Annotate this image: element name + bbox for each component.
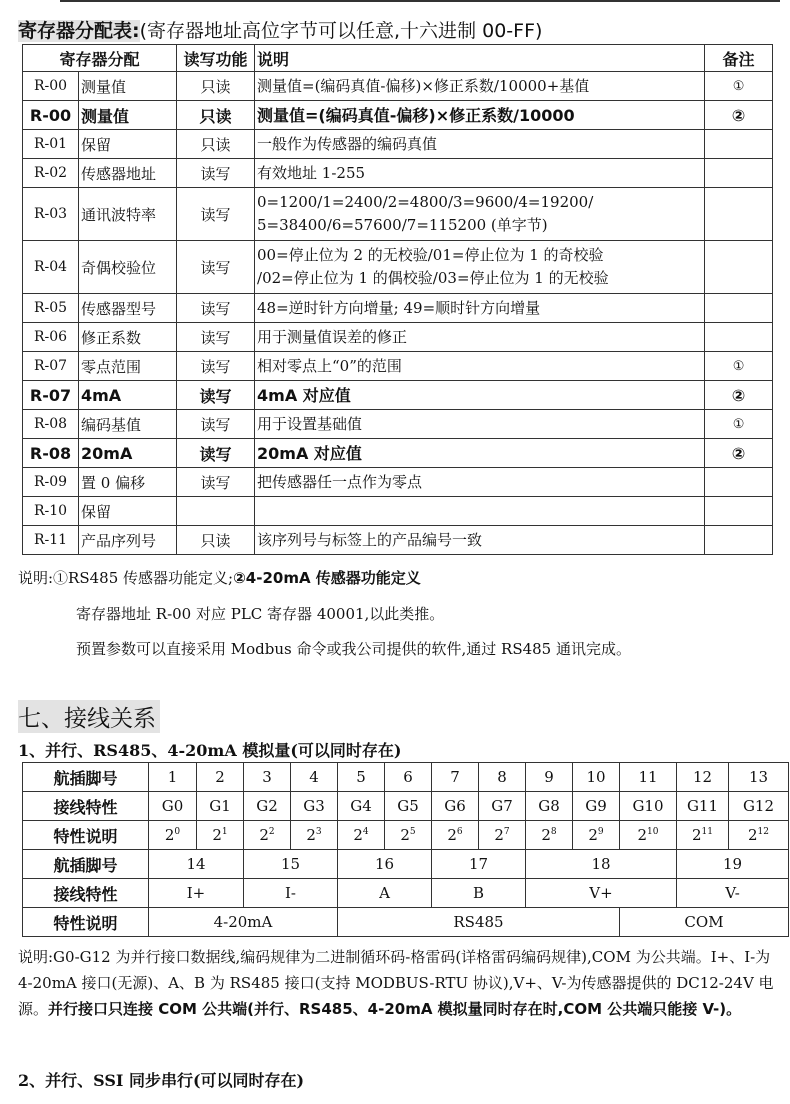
weight-exponent: 12 xyxy=(757,827,769,837)
register-desc-line: 00=停止位为 2 的无校验/01=停止位为 1 的奇校验 xyxy=(257,246,604,264)
register-desc xyxy=(255,497,705,526)
pin-signal: G10 xyxy=(620,792,677,821)
weight-exponent: 9 xyxy=(597,827,604,837)
register-desc xyxy=(255,130,705,159)
register-name: 置 0 偏移 xyxy=(79,468,177,497)
pin-signal: G3 xyxy=(291,792,338,821)
register-desc xyxy=(255,72,705,101)
register-desc-line: 48=逆时针方向增量; 49=顺时针方向增量 xyxy=(257,298,541,317)
register-desc-line: 把传感器任一点作为零点 xyxy=(257,472,423,491)
register-desc xyxy=(255,294,705,323)
weight-exponent: 2 xyxy=(268,827,275,837)
pin-signal: G12 xyxy=(729,792,789,821)
pin-signal: B xyxy=(432,879,526,908)
register-desc-line: 测量值=(编码真值-偏移)×修正系数/10000+基值 xyxy=(257,76,590,95)
pin-signal: V+ xyxy=(526,879,677,908)
weight-base: 2 xyxy=(306,826,316,844)
register-row xyxy=(23,72,773,101)
register-desc xyxy=(255,101,705,130)
register-rw: 读写 xyxy=(177,381,255,410)
register-note: ① xyxy=(705,410,773,439)
register-name: 测量值 xyxy=(79,101,177,130)
register-code: R-08 xyxy=(23,439,79,468)
register-row xyxy=(23,468,773,497)
weight-base: 2 xyxy=(541,826,551,844)
wiring-row-label: 接线特性 xyxy=(23,792,149,821)
register-note: ① xyxy=(705,352,773,381)
register-note: ② xyxy=(705,101,773,130)
register-rw: 读写 xyxy=(177,159,255,188)
title-bold: 寄存器分配表: xyxy=(18,20,140,42)
wiring-description xyxy=(18,944,778,1022)
pin-number: 1 xyxy=(149,763,197,792)
register-desc xyxy=(255,526,705,555)
wiring-description-bold: 并行接口只连接 COM 公共端(并行、RS485、4-20mA 模拟量同时存在时,COM 公共端只能接 V-)。 xyxy=(48,1000,742,1018)
pin-number: 7 xyxy=(432,763,479,792)
pin-number: 8 xyxy=(479,763,526,792)
register-note xyxy=(705,159,773,188)
register-desc-line: 4mA 对应值 xyxy=(257,385,351,405)
wiring-row-label: 航插脚号 xyxy=(23,850,149,879)
pin-signal: I- xyxy=(244,879,338,908)
header-rule xyxy=(60,0,780,2)
register-table xyxy=(22,44,773,555)
register-note: ② xyxy=(705,439,773,468)
pin-weight xyxy=(479,821,526,850)
wiring-row-label: 接线特性 xyxy=(23,879,149,908)
register-rw xyxy=(177,497,255,526)
register-desc xyxy=(255,323,705,352)
pin-number: 9 xyxy=(526,763,573,792)
register-desc-line: 一般作为传感器的编码真值 xyxy=(257,134,438,153)
register-name: 修正系数 xyxy=(79,323,177,352)
register-rw: 读写 xyxy=(177,410,255,439)
note-rs485: 说明:①RS485 传感器功能定义; xyxy=(18,569,234,587)
register-code: R-02 xyxy=(23,159,79,188)
pin-number: 18 xyxy=(526,850,677,879)
pin-weight xyxy=(573,821,620,850)
register-rw: 读写 xyxy=(177,294,255,323)
pin-signal: G1 xyxy=(197,792,244,821)
register-code: R-05 xyxy=(23,294,79,323)
register-code: R-10 xyxy=(23,497,79,526)
register-desc-line: 用于测量值误差的修正 xyxy=(257,327,408,346)
register-desc-line: 20mA 对应值 xyxy=(257,443,362,463)
weight-base: 2 xyxy=(447,826,457,844)
wiring-table xyxy=(22,762,789,937)
register-code: R-07 xyxy=(23,352,79,381)
register-rw: 读写 xyxy=(177,241,255,294)
pin-signal: G7 xyxy=(479,792,526,821)
register-rw: 读写 xyxy=(177,188,255,241)
register-row xyxy=(23,241,773,294)
pin-number: 17 xyxy=(432,850,526,879)
weight-base: 2 xyxy=(588,826,598,844)
weight-exponent: 3 xyxy=(315,827,322,837)
pin-weight xyxy=(244,821,291,850)
pin-number: 3 xyxy=(244,763,291,792)
pin-number: 10 xyxy=(573,763,620,792)
pin-number: 6 xyxy=(385,763,432,792)
col-register: 寄存器分配 xyxy=(23,45,177,72)
register-name: 产品序列号 xyxy=(79,526,177,555)
register-row xyxy=(23,159,773,188)
wiring-row-label: 特性说明 xyxy=(23,821,149,850)
register-name: 传感器地址 xyxy=(79,159,177,188)
register-desc xyxy=(255,381,705,410)
note-line-3: 预置参数可以直接采用 Modbus 命令或我公司提供的软件,通过 RS485 通讯完成。 xyxy=(76,640,631,658)
register-name: 零点范围 xyxy=(79,352,177,381)
register-desc-line: 用于设置基础值 xyxy=(257,414,363,433)
pin-number: 19 xyxy=(677,850,789,879)
register-code: R-07 xyxy=(23,381,79,410)
pin-signal: G5 xyxy=(385,792,432,821)
register-name: 传感器型号 xyxy=(79,294,177,323)
note-4-20ma: ②4-20mA 传感器功能定义 xyxy=(233,569,421,587)
register-desc-line: 该序列号与标签上的产品编号一致 xyxy=(257,530,483,549)
pin-weight xyxy=(432,821,479,850)
wiring-row-signals xyxy=(23,792,789,821)
weight-base: 2 xyxy=(353,826,363,844)
register-name: 保留 xyxy=(79,497,177,526)
register-note xyxy=(705,294,773,323)
register-row xyxy=(23,410,773,439)
register-code: R-08 xyxy=(23,410,79,439)
pin-weight xyxy=(338,821,385,850)
register-note xyxy=(705,323,773,352)
register-name: 保留 xyxy=(79,130,177,159)
register-name: 通讯波特率 xyxy=(79,188,177,241)
weight-exponent: 10 xyxy=(647,827,659,837)
col-note: 备注 xyxy=(705,45,773,72)
register-rw: 只读 xyxy=(177,72,255,101)
wiring-row-signals-2 xyxy=(23,879,789,908)
pin-weight xyxy=(197,821,244,850)
weight-base: 2 xyxy=(164,826,175,844)
subsection-1-title: 1、并行、RS485、4-20mA 模拟量(可以同时存在) xyxy=(18,741,402,760)
pin-weight xyxy=(149,821,197,850)
register-table-header xyxy=(23,45,773,72)
weight-base: 2 xyxy=(400,826,410,844)
pin-number: 15 xyxy=(244,850,338,879)
register-row xyxy=(23,352,773,381)
col-rw: 读写功能 xyxy=(177,45,255,72)
register-row xyxy=(23,381,773,410)
register-row xyxy=(23,188,773,241)
register-desc-line: 0=1200/1=2400/2=4800/3=9600/4=19200/ xyxy=(257,193,594,211)
wiring-row-pins xyxy=(23,763,789,792)
register-code: R-06 xyxy=(23,323,79,352)
pin-number: 12 xyxy=(677,763,729,792)
register-note: ② xyxy=(705,381,773,410)
weight-exponent: 4 xyxy=(362,827,369,837)
pin-signal: G11 xyxy=(677,792,729,821)
pin-group-desc: 4-20mA xyxy=(149,908,338,937)
register-row xyxy=(23,130,773,159)
register-rw: 读写 xyxy=(177,323,255,352)
register-rw: 读写 xyxy=(177,439,255,468)
pin-weight xyxy=(385,821,432,850)
register-row xyxy=(23,526,773,555)
register-note xyxy=(705,241,773,294)
pin-number: 2 xyxy=(197,763,244,792)
register-row xyxy=(23,439,773,468)
pin-signal: V- xyxy=(677,879,789,908)
register-row xyxy=(23,323,773,352)
subsection-2-title: 2、并行、SSI 同步串行(可以同时存在) xyxy=(18,1071,305,1090)
register-desc-line: 相对零点上“0”的范围 xyxy=(257,356,402,375)
weight-base: 2 xyxy=(212,826,222,844)
register-code: R-01 xyxy=(23,130,79,159)
register-table-title xyxy=(18,16,542,43)
register-desc xyxy=(255,410,705,439)
pin-weight xyxy=(620,821,677,850)
pin-group-desc: COM xyxy=(620,908,789,937)
register-name: 测量值 xyxy=(79,72,177,101)
weight-exponent: 6 xyxy=(456,827,463,837)
register-desc xyxy=(255,352,705,381)
register-note xyxy=(705,468,773,497)
wiring-description-text: 说明:G0-G12 为并行接口数据线,编码规律为二进制循环码-格雷码(详格雷码编码规律),COM 为公共端。I+、I-为 4-20mA 接口(无源)、A、B 为 RS485 接口(支持 MODBUS-RTU 协议),V+、V-为传感器提供的 DC12-24V 电源。 xyxy=(18,948,774,1018)
register-note xyxy=(705,497,773,526)
pin-signal: G6 xyxy=(432,792,479,821)
pin-weight xyxy=(526,821,573,850)
pin-number: 13 xyxy=(729,763,789,792)
title-rest: (寄存器地址高位字节可以任意,十六进制 00-FF) xyxy=(139,20,543,42)
pin-number: 4 xyxy=(291,763,338,792)
wiring-row-label: 特性说明 xyxy=(23,908,149,937)
pin-signal: A xyxy=(338,879,432,908)
register-rw: 只读 xyxy=(177,526,255,555)
pin-signal: G9 xyxy=(573,792,620,821)
pin-signal: G2 xyxy=(244,792,291,821)
pin-weight xyxy=(729,821,789,850)
weight-exponent: 7 xyxy=(503,827,510,837)
pin-weight xyxy=(677,821,729,850)
pin-signal: G8 xyxy=(526,792,573,821)
register-desc-line: 有效地址 1-255 xyxy=(257,163,366,182)
register-code: R-00 xyxy=(23,101,79,130)
weight-base: 2 xyxy=(494,826,504,844)
register-rw: 只读 xyxy=(177,130,255,159)
register-name: 4mA xyxy=(79,381,177,410)
wiring-row-pins-2 xyxy=(23,850,789,879)
wiring-row-label: 航插脚号 xyxy=(23,763,149,792)
weight-exponent: 8 xyxy=(550,827,557,837)
register-code: R-03 xyxy=(23,188,79,241)
register-name: 20mA xyxy=(79,439,177,468)
register-note: ① xyxy=(705,72,773,101)
register-rw: 只读 xyxy=(177,101,255,130)
register-row xyxy=(23,101,773,130)
register-name: 编码基值 xyxy=(79,410,177,439)
register-note xyxy=(705,526,773,555)
pin-weight xyxy=(291,821,338,850)
register-desc xyxy=(255,188,705,241)
register-desc xyxy=(255,241,705,294)
register-note xyxy=(705,130,773,159)
weight-base: 2 xyxy=(259,826,269,844)
register-rw: 读写 xyxy=(177,468,255,497)
register-desc-line: 5=38400/6=57600/7=115200 (单字节) xyxy=(257,216,548,234)
register-note xyxy=(705,188,773,241)
weight-base: 2 xyxy=(637,826,648,844)
wiring-row-desc-2 xyxy=(23,908,789,937)
pin-signal: G0 xyxy=(149,792,197,821)
register-code: R-04 xyxy=(23,241,79,294)
col-desc: 说明 xyxy=(255,45,705,72)
register-name: 奇偶校验位 xyxy=(79,241,177,294)
register-code: R-00 xyxy=(23,72,79,101)
pin-number: 16 xyxy=(338,850,432,879)
pin-signal: G4 xyxy=(338,792,385,821)
register-desc xyxy=(255,468,705,497)
register-row xyxy=(23,497,773,526)
pin-number: 11 xyxy=(620,763,677,792)
register-row xyxy=(23,294,773,323)
register-desc-line: /02=停止位为 1 的偶校验/03=停止位为 1 的无校验 xyxy=(257,269,609,287)
register-desc xyxy=(255,159,705,188)
register-code: R-09 xyxy=(23,468,79,497)
pin-signal: I+ xyxy=(149,879,244,908)
register-desc-line: 测量值=(编码真值-偏移)×修正系数/10000 xyxy=(257,105,575,125)
section-7-title: 七、接线关系 xyxy=(18,700,160,733)
weight-exponent: 1 xyxy=(221,827,228,837)
wiring-row-weights xyxy=(23,821,789,850)
page-top-strip xyxy=(0,0,790,6)
register-code: R-11 xyxy=(23,526,79,555)
weight-exponent: 11 xyxy=(701,827,713,837)
pin-number: 14 xyxy=(149,850,244,879)
weight-exponent: 5 xyxy=(409,827,416,837)
pin-group-desc: RS485 xyxy=(338,908,620,937)
note-line-2: 寄存器地址 R-00 对应 PLC 寄存器 40001,以此类推。 xyxy=(76,605,445,623)
register-rw: 读写 xyxy=(177,352,255,381)
weight-base: 2 xyxy=(692,826,702,844)
register-desc xyxy=(255,439,705,468)
note-line-1 xyxy=(18,567,421,588)
weight-exponent: 0 xyxy=(174,827,181,837)
pin-number: 5 xyxy=(338,763,385,792)
weight-base: 2 xyxy=(748,826,758,844)
